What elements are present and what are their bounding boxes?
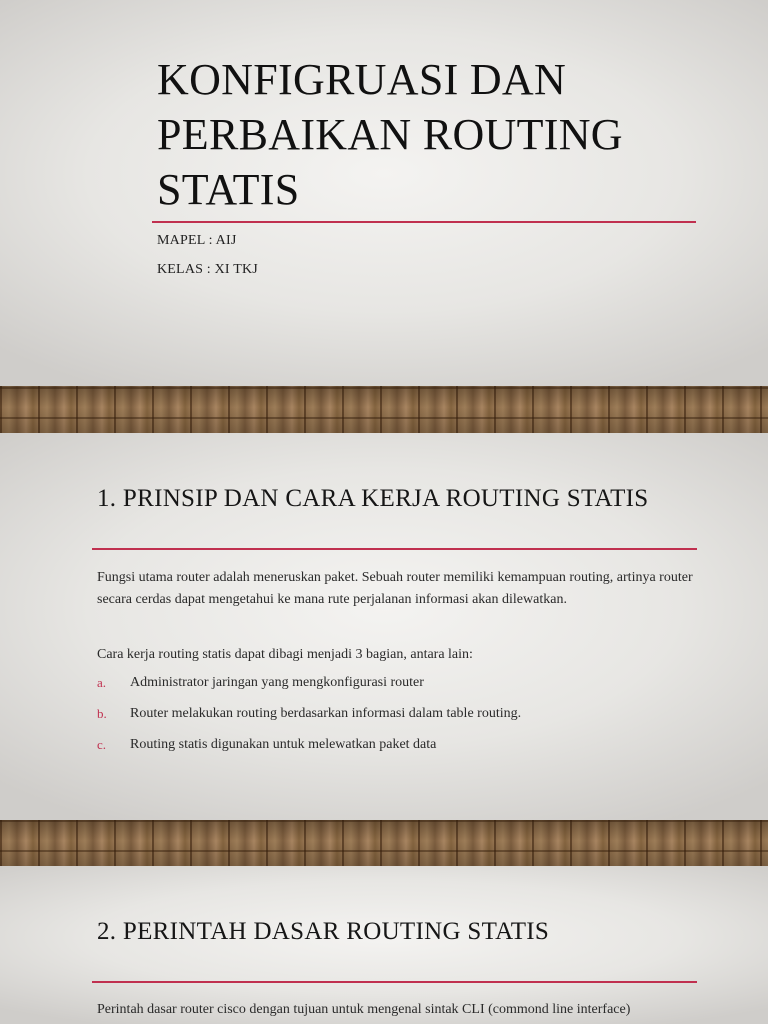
list-marker: c. [97,737,107,752]
body-paragraph: Cara kerja routing statis dapat dibagi menjadi 3 bagian, antara lain: [97,647,473,662]
class-label: KELAS : XI TKJ [157,262,258,277]
title-slide [0,0,768,386]
subject-label: MAPEL : AIJ [157,233,237,248]
list-item-text: Router melakukan routing berdasarkan informasi dalam table routing. [130,706,522,721]
content-slide-1 [0,433,768,820]
title-line: STATIS [157,165,300,214]
content-slide-2 [0,866,768,1024]
heading-divider [92,981,697,983]
title-line: KONFIGRUASI DAN [157,55,567,104]
list-marker: a. [97,675,107,690]
list-item-text: Administrator jaringan yang mengkonfigurasi router [130,675,424,690]
list-item-text: Routing statis digunakan untuk melewatkan paket data [130,737,437,752]
wood-floor-decoration [0,820,768,866]
wood-floor-decoration [0,386,768,433]
title-line: PERBAIKAN ROUTING [157,110,623,159]
slide-heading: 2. PERINTAH DASAR ROUTING STATIS [97,918,550,945]
heading-divider [92,548,697,550]
body-paragraph: Perintah dasar router cisco dengan tujuan untuk mengenal sintak CLI (commond line interface) [97,1002,631,1017]
body-paragraph: Fungsi utama router adalah meneruskan paket. Sebuah router memiliki kemampuan routing, artinya router secara cerdas dapat mengetahui ke mana rute perjalanan informasi akan dilewatkan. [97,570,693,607]
slide-heading: 1. PRINSIP DAN CARA KERJA ROUTING STATIS [97,485,649,512]
list-marker: b. [97,706,107,721]
presentation-title [157,52,717,217]
title-divider [152,221,696,223]
